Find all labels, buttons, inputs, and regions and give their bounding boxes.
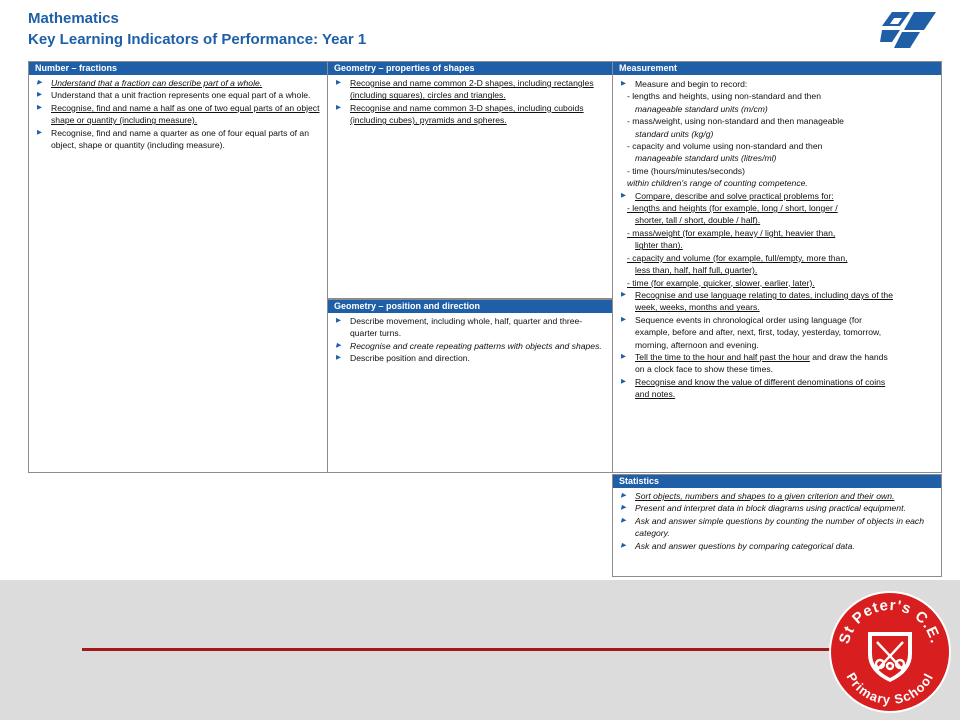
arrows-logo-icon [880, 12, 938, 52]
position-panel [327, 299, 613, 473]
position-heading: Geometry – position and direction [328, 300, 612, 313]
list-item: ▶ Ask and answer simple questions by counting the number of objects in each category. [619, 515, 937, 540]
fractions-heading: Number – fractions [29, 62, 327, 75]
list-item: - capacity and volume (for example, full/empty, more than, [627, 252, 848, 263]
measurement-panel [612, 61, 942, 473]
list-item: - lengths and heights (for example, long / short, longer / [627, 203, 838, 214]
list-item: ▶ Describe position and direction. [334, 352, 608, 364]
list-item: - capacity and volume using non-standard and then [627, 141, 823, 152]
list-item: ▶ Understand that a fraction can describe part of a whole. [35, 77, 323, 89]
list-item: shorter, tall / short, double / half). [635, 215, 761, 226]
list-item: morning, afternoon and evening. [635, 339, 759, 350]
svg-text:St Peter's C.E.: St Peter's C.E. [835, 596, 945, 646]
school-badge-logo [828, 590, 952, 714]
list-item: example, before and after, next, first, today, yesterday, tomorrow, [635, 327, 882, 338]
statistics-heading: Statistics [613, 475, 941, 488]
fractions-panel [28, 61, 328, 473]
list-item: ▶ Understand that a unit fraction represents one equal part of a whole. [35, 89, 323, 101]
list-item: - mass/weight (for example, heavy / light, heavier than, [627, 227, 836, 238]
list-item: manageable standard units (m/cm) [635, 103, 768, 114]
list-item: ▶ Recognise, find and name a quarter as one of four equal parts of an object, shape or quantity (including measure). [35, 127, 323, 152]
page-title: Mathematics [28, 10, 119, 27]
list-item: week, weeks, months and years. [635, 302, 760, 313]
list-item: ▶ Sequence events in chronological order using language (for [619, 314, 937, 326]
list-item: lighter than). [635, 240, 683, 251]
list-item: ▶ Tell the time to the hour and half past the hour and draw the hands [619, 351, 937, 363]
list-item: within children's range of counting competence. [627, 178, 808, 189]
list-item: ▶ Ask and answer questions by comparing categorical data. [619, 540, 937, 552]
list-item: ▶ Present and interpret data in block diagrams using practical equipment. [619, 502, 937, 514]
list-item: ▶ Recognise and name common 2-D shapes, including rectangles (including squares), circles and triangles. [334, 77, 608, 102]
list-item: - time (for example, quicker, slower, earlier, later). [627, 277, 815, 288]
list-item: ▶ Measure and begin to record: [619, 78, 937, 90]
list-item: on a clock face to show these times. [635, 364, 774, 375]
list-item: less than, half, half full, quarter). [635, 265, 758, 276]
shapes-heading: Geometry – properties of shapes [328, 62, 612, 75]
measurement-heading: Measurement [613, 62, 941, 75]
list-item: ▶ Recognise and use language relating to dates, including days of the [619, 289, 937, 301]
list-item: - time (hours/minutes/seconds) [627, 165, 745, 176]
statistics-panel [612, 474, 942, 577]
list-item: ▶ Recognise and create repeating patterns with objects and shapes. [334, 340, 608, 352]
list-item: ▶ Recognise and name common 3-D shapes, including cuboids (including cubes), pyramids and spheres. [334, 102, 608, 127]
list-item: - lengths and heights, using non-standard and then [627, 91, 821, 102]
list-item: standard units (kg/g) [635, 128, 714, 139]
list-item: ▶ Describe movement, including whole, half, quarter and three-quarter turns. [334, 315, 608, 340]
list-item: ▶ Recognise and know the value of different denominations of coins [619, 376, 937, 388]
list-item: ▶ Compare, describe and solve practical problems for: [619, 190, 937, 202]
list-item: and notes. [635, 389, 676, 400]
svg-text:Primary School: Primary School [843, 669, 937, 708]
list-item: - mass/weight, using non-standard and then manageable [627, 116, 844, 127]
list-item: ▶ Sort objects, numbers and shapes to a given criterion and their own. [619, 490, 937, 502]
divider-line [82, 648, 842, 651]
page-subtitle: Key Learning Indicators of Performance: Year 1 [28, 31, 367, 48]
list-item: ▶ Recognise, find and name a half as one of two equal parts of an object shape or quantity (including measure). [35, 102, 323, 127]
list-item: manageable standard units (litres/ml) [635, 153, 777, 164]
shapes-panel [327, 61, 613, 299]
